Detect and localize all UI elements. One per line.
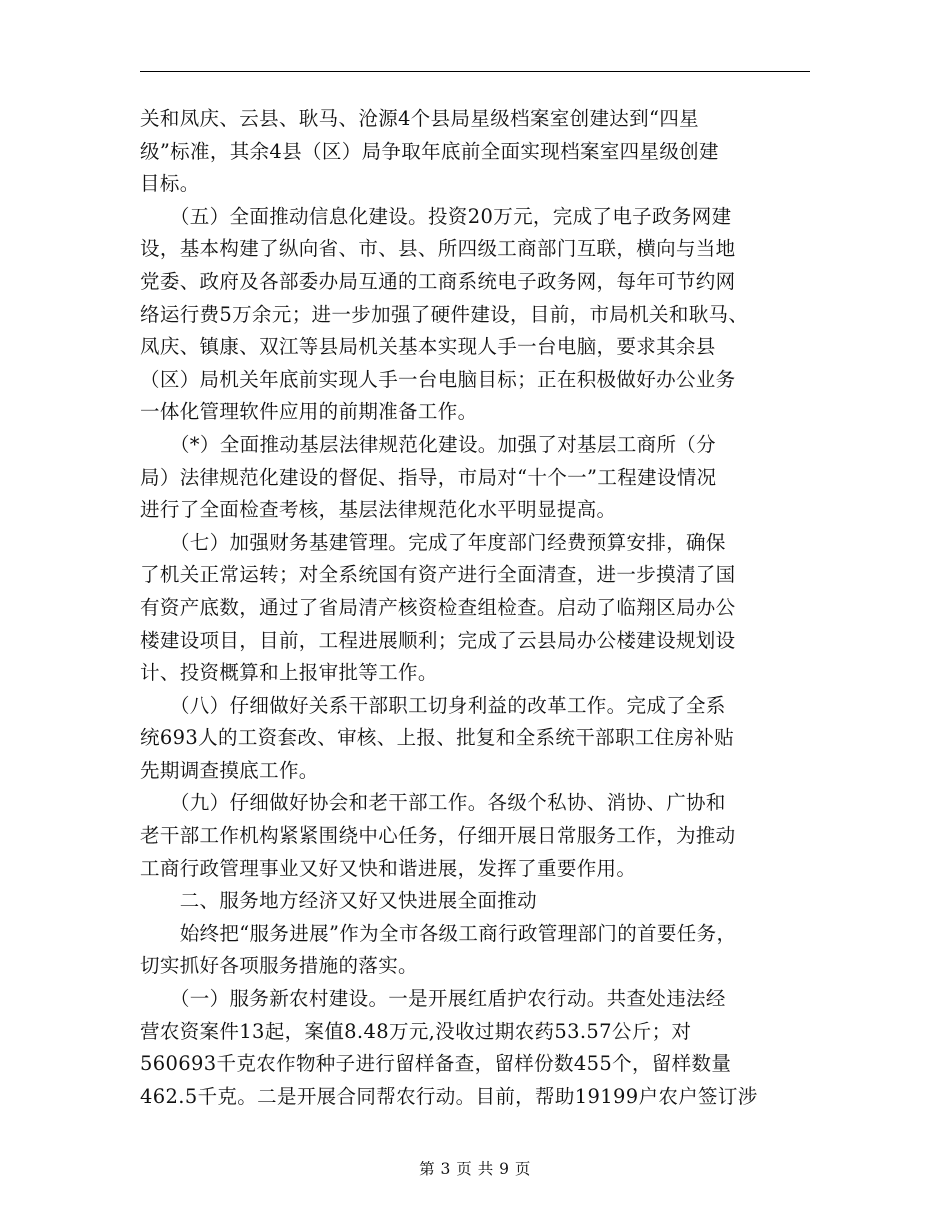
text-line: 络运行费5万余元；进一步加强了硬件建设，目前，市局机关和耿马、	[140, 302, 749, 326]
text-line: 关和凤庆、云县、耿马、沧源4个县局星级档案室创建达到“四星	[140, 107, 700, 130]
text-line: 工商行政管理事业又好又快和谐进展，发挥了重要作用。	[140, 856, 637, 880]
text-line: 有资产底数，通过了省局清产核资检查组检查。启动了临翔区局办公	[140, 595, 736, 619]
text-line: 楼建设项目，目前，工程进展顺利；完成了云县局办公楼建设规划设	[140, 628, 736, 652]
text-line: （九）仔细做好协会和老干部工作。各级个私协、消协、广协和	[140, 791, 726, 815]
text-line: 党委、政府及各部委办局互通的工商系统电子政务网，每年可节约网	[140, 269, 736, 293]
text-line: （八）仔细做好关系干部职工切身利益的改革工作。完成了全系	[140, 693, 726, 717]
text-line: 设，基本构建了纵向省、市、县、所四级工商部门互联，横向与当地	[140, 237, 736, 261]
text-line: 先期调查摸底工作。	[140, 758, 319, 782]
text-line: 局）法律规范化建设的督促、指导，市局对“十个一”工程建设情况	[140, 465, 717, 489]
text-line: 营农资案件13起，案值8.48万元,没收过期农药53.57公斤；对	[140, 1019, 692, 1043]
text-line: 统693人的工资套改、审核、上报、批复和全系统干部职工住房补贴	[140, 726, 735, 750]
text-line: 进行了全面检查考核，基层法律规范化水平明显提高。	[140, 498, 617, 522]
text-line: 目标。	[140, 172, 200, 196]
text-line: 级”标准，其余4县（区）局争取年底前全面实现档案室四星级创建	[140, 139, 719, 163]
text-line: 老干部工作机构紧紧围绕中心任务，仔细开展日常服务工作，为推动	[140, 824, 736, 848]
text-line: 二、服务地方经济又好又快进展全面推动	[140, 889, 538, 913]
text-line: 凤庆、镇康、双江等县局机关基本实现人手一台电脑，要求其余县	[140, 335, 716, 359]
header-rule	[140, 71, 810, 72]
text-line: 始终把“服务进展”作为全市各级工商行政管理部门的首要任务，	[140, 921, 737, 945]
text-line: 462.5千克。二是开展合同帮农行动。目前，帮助19199户农户签订涉	[140, 1084, 758, 1108]
text-line: （一）服务新农村建设。一是开展红盾护农行动。共查处违法经	[140, 987, 726, 1011]
text-line: 560693千克农作物种子进行留样备查，留样份数455个，留样数量	[140, 1052, 732, 1076]
text-line: 了机关正常运转；对全系统国有资产进行全面清查，进一步摸清了国	[140, 563, 736, 587]
document-body	[140, 103, 810, 1113]
text-line: 切实抓好各项服务措施的落实。	[140, 954, 418, 978]
text-line: （七）加强财务基建管理。完成了年度部门经费预算安排，确保	[140, 530, 726, 554]
page-footer: 第 3 页 共 9 页	[419, 1160, 531, 1178]
text-line: （*）全面推动基层法律规范化建设。加强了对基层工商所（分	[140, 432, 717, 456]
text-line: 一体化管理软件应用的前期准备工作。	[140, 400, 478, 424]
text-line: （五）全面推动信息化建设。投资20万元，完成了电子政务网建	[140, 204, 732, 228]
text-line: （区）局机关年底前实现人手一台电脑目标；正在积极做好办公业务	[140, 367, 736, 391]
text-line: 计、投资概算和上报审批等工作。	[140, 661, 438, 685]
